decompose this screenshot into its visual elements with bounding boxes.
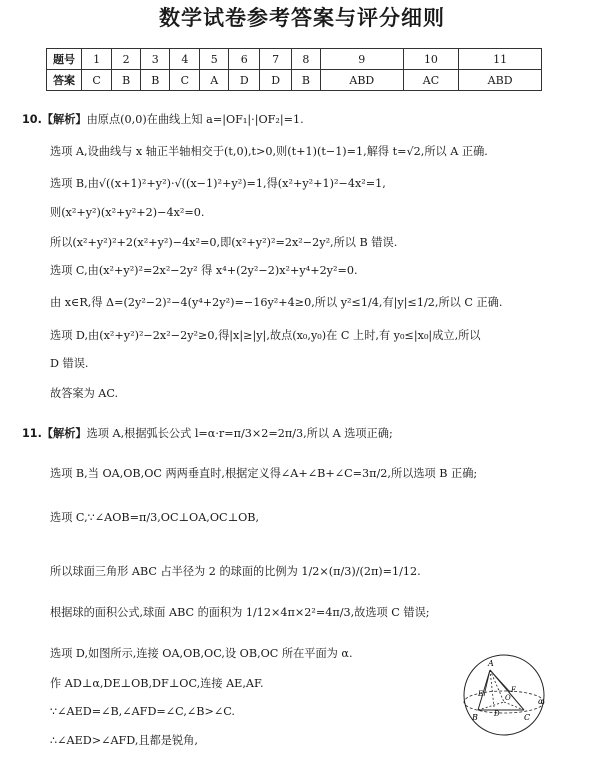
q10-number: 10. xyxy=(22,113,42,126)
table-row-answers xyxy=(47,70,542,91)
q10-line-3: 选项 B,由√((x+1)²+y²)·√((x−1)²+y²)=1,得(x²+y²+1)²−4x²=1, xyxy=(50,177,386,190)
question-cell: 1 xyxy=(82,49,112,70)
row-label-questions: 题号 xyxy=(47,49,82,70)
label-e: E xyxy=(478,690,484,698)
q10-line-4: 则(x²+y²)(x²+y²+2)−4x²=0. xyxy=(50,206,205,219)
label-b: B xyxy=(472,713,478,722)
label-c: C xyxy=(524,713,531,722)
page-title: 数学试卷参考答案与评分细则 xyxy=(159,6,445,30)
label-d: D xyxy=(494,710,500,718)
question-cell: 9 xyxy=(320,49,403,70)
q11-tag: 【解析】 xyxy=(41,427,87,440)
q11-line-6: 选项 D,如图所示,连接 OA,OB,OC,设 OB,OC 所在平面为 α. xyxy=(50,647,353,660)
label-f: F xyxy=(511,686,516,694)
question-cell: 7 xyxy=(260,49,291,70)
q10-tag: 【解析】 xyxy=(41,113,87,126)
question-cell: 8 xyxy=(291,49,320,70)
answer-cell: B xyxy=(112,70,141,91)
q10-line-1 xyxy=(22,112,604,128)
q10-line-8: 选项 D,由(x²+y²)²−2x²−2y²≥0,得|x|≥|y|,故点(x₀,y₀)在 C 上时,有 y₀≤|x₀|成立,所以 xyxy=(50,329,481,342)
q11-line-1 xyxy=(22,426,604,442)
q10-text: 由原点(0,0)在曲线上知 a=|OF₁|·|OF₂|=1. xyxy=(86,113,304,126)
question-cell: 10 xyxy=(403,49,459,70)
label-a: A xyxy=(488,659,494,668)
answer-cell: D xyxy=(229,70,260,91)
q10-line-6: 选项 C,由(x²+y²)²=2x²−2y² 得 x⁴+(2y²−2)x²+y⁴+2y²=0. xyxy=(50,264,358,277)
answer-cell: B xyxy=(291,70,320,91)
table-row-questions xyxy=(47,49,542,70)
question-cell: 6 xyxy=(229,49,260,70)
question-cell: 4 xyxy=(170,49,200,70)
answer-cell: D xyxy=(260,70,291,91)
answer-cell: ABD xyxy=(320,70,403,91)
q11-line-5: 根据球的面积公式,球面 ABC 的面积为 1/12×4π×2²=4π/3,故选项 C 错误; xyxy=(50,606,430,619)
question-cell: 2 xyxy=(112,49,141,70)
q11-line-2: 选项 B,当 OA,OB,OC 两两垂直时,根据定义得∠A+∠B+∠C=3π/2,所以选项 B 正确; xyxy=(50,467,478,480)
sphere-figure xyxy=(448,652,560,738)
q11-line-9: ∴∠AED>∠AFD,且都是锐角, xyxy=(50,734,198,747)
answer-cell: ABD xyxy=(459,70,542,91)
q11-text: 选项 A,根据弧长公式 l=α·r=π/3×2=2π/3,所以 A 选项正确; xyxy=(86,427,393,440)
edge-bo xyxy=(478,702,504,710)
q10-line-5: 所以(x²+y²)²+2(x²+y²)−4x²=0,即(x²+y²)²=2x²−2y²,所以 B 错误. xyxy=(50,236,398,249)
answer-table xyxy=(46,48,542,91)
label-alpha: α xyxy=(538,697,544,706)
q10-line-2: 选项 A,设曲线与 x 轴正半轴相交于(t,0),t>0,则(t+1)(t−1)=1,解得 t=√2,所以 A 正确. xyxy=(50,145,488,158)
q10-line-10: 故答案为 AC. xyxy=(50,387,119,400)
question-cell: 11 xyxy=(459,49,542,70)
q10-line-9: D 错误. xyxy=(50,357,89,370)
q11-number: 11. xyxy=(22,427,42,440)
q11-line-8: ∵∠AED=∠B,∠AFD=∠C,∠B>∠C. xyxy=(50,705,235,718)
answer-cell: C xyxy=(82,70,112,91)
answer-cell: AC xyxy=(403,70,459,91)
label-o: O xyxy=(505,694,511,702)
q10-line-7: 由 x∈R,得 Δ=(2y²−2)²−4(y⁴+2y²)=−16y²+4≥0,所以 y²≤1/4,有|y|≤1/2,所以 C 正确. xyxy=(50,296,503,309)
question-cell: 3 xyxy=(141,49,170,70)
answer-cell: A xyxy=(200,70,229,91)
edge-af xyxy=(490,670,510,692)
answer-cell: C xyxy=(170,70,200,91)
q11-line-4: 所以球面三角形 ABC 占半径为 2 的球面的比例为 1/2×(π/3)/(2π)=1/12. xyxy=(50,565,421,578)
sphere-outline xyxy=(464,655,544,735)
row-label-answers: 答案 xyxy=(47,70,82,91)
answer-cell: B xyxy=(141,70,170,91)
q11-line-7: 作 AD⊥α,DE⊥OB,DF⊥OC,连接 AE,AF. xyxy=(50,677,264,690)
q11-line-3: 选项 C,∵∠AOB=π/3,OC⊥OA,OC⊥OB, xyxy=(50,511,260,524)
question-cell: 5 xyxy=(200,49,229,70)
